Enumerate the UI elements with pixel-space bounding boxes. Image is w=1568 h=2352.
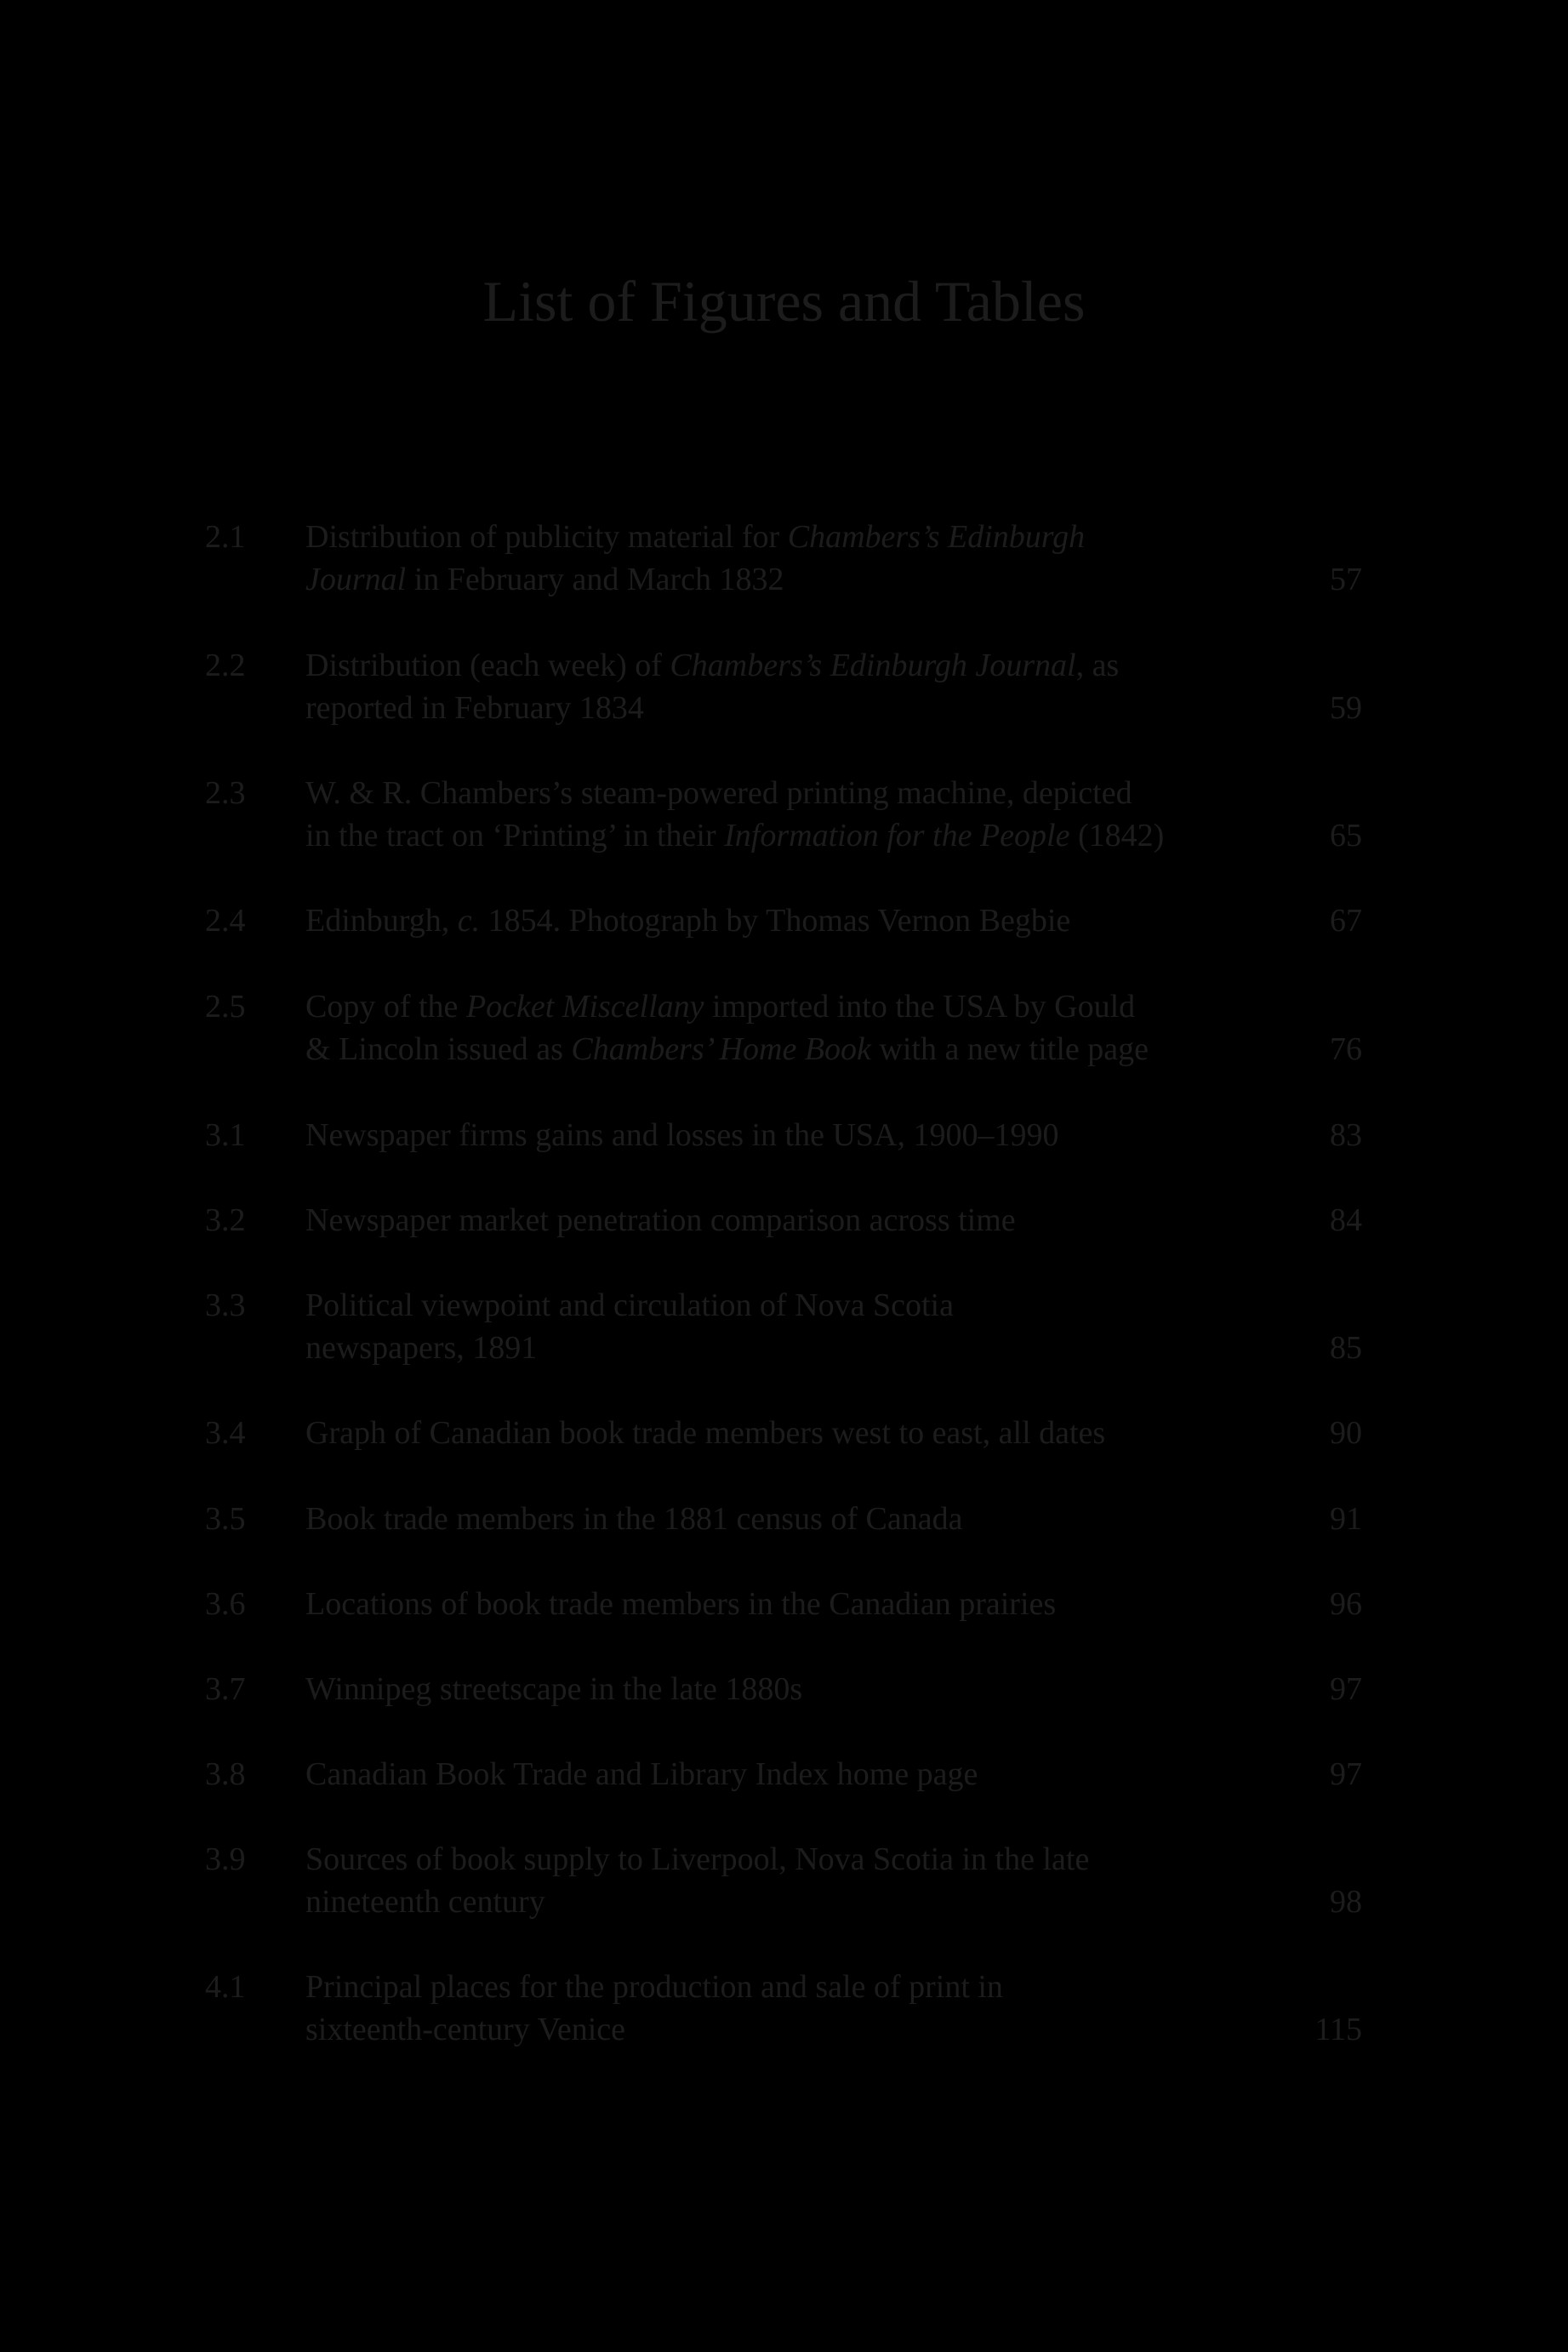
caption-line (305, 558, 1267, 601)
caption-line (305, 1966, 1267, 2008)
caption-line (305, 644, 1267, 687)
figure-number: 3.3 (205, 1287, 246, 1323)
figure-caption (305, 1966, 1267, 2051)
figure-number: 2.1 (205, 519, 246, 555)
caption-text: Principal places for the production and sale of print in (305, 1969, 1003, 2005)
caption-line (305, 1498, 1267, 1540)
figure-caption (305, 1583, 1267, 1625)
figure-entry (205, 985, 1362, 1070)
caption-line (305, 1583, 1267, 1625)
figure-entry (205, 1412, 1362, 1454)
page-number: 84 (1330, 1202, 1362, 1238)
caption-text: Canadian Book Trade and Library Index home page (305, 1756, 978, 1792)
figure-caption (305, 644, 1267, 729)
caption-text: nineteenth century (305, 1884, 545, 1920)
caption-text: Distribution (each week) of (305, 648, 670, 683)
caption-line (305, 687, 1267, 729)
figure-number: 3.9 (205, 1841, 246, 1877)
caption-italic-text: Information for the People (724, 818, 1070, 853)
caption-text: Political viewpoint and circulation of Nova Scotia (305, 1287, 954, 1323)
page-number: 67 (1330, 903, 1362, 939)
caption-line (305, 1668, 1267, 1710)
caption-text: Sources of book supply to Liverpool, Nova Scotia in the late (305, 1841, 1090, 1877)
figure-number: 3.5 (205, 1501, 246, 1537)
caption-text: (1842) (1069, 818, 1165, 853)
caption-text: in February and March 1832 (406, 562, 784, 597)
page-number: 65 (1330, 818, 1362, 853)
caption-text: imported into the USA by Gould (704, 989, 1136, 1025)
caption-text: Newspaper market penetration comparison across time (305, 1202, 1016, 1238)
page-number: 59 (1330, 690, 1362, 726)
caption-line (305, 1881, 1267, 1923)
caption-text: sixteenth-century Venice (305, 2012, 625, 2047)
caption-line (305, 1838, 1267, 1881)
caption-line (305, 1327, 1267, 1369)
page-number: 97 (1330, 1756, 1362, 1792)
caption-text: Newspaper firms gains and losses in the USA, 1900–1990 (305, 1117, 1059, 1153)
caption-text: Book trade members in the 1881 census of Canada (305, 1501, 963, 1537)
caption-text: , as (1075, 648, 1120, 683)
caption-line (305, 1114, 1267, 1156)
figure-entry (205, 1668, 1362, 1710)
figure-entry (205, 516, 1362, 601)
caption-text: W. & R. Chambers’s steam-powered printing machine, depicted (305, 775, 1132, 811)
figure-number: 2.3 (205, 775, 246, 811)
page-number: 83 (1330, 1117, 1362, 1153)
page-number: 57 (1330, 562, 1362, 597)
caption-italic-text: Chambers’s Edinburgh (787, 519, 1086, 555)
figure-number: 4.1 (205, 1969, 246, 2005)
caption-line (305, 814, 1267, 857)
figure-caption (305, 1838, 1267, 1923)
figure-number: 3.6 (205, 1586, 246, 1622)
page-number: 85 (1330, 1330, 1362, 1366)
caption-text: in the tract on ‘Printing’ in their (305, 818, 725, 853)
page-number: 91 (1330, 1501, 1362, 1537)
figure-number: 2.4 (205, 903, 246, 939)
caption-text: Locations of book trade members in the Canadian prairies (305, 1586, 1057, 1622)
caption-text: newspapers, 1891 (305, 1330, 538, 1366)
caption-text: Winnipeg streetscape in the late 1880s (305, 1671, 803, 1707)
caption-line (305, 1199, 1267, 1242)
caption-text: with a new title page (870, 1031, 1149, 1067)
caption-text: reported in February 1834 (305, 690, 644, 726)
page-number: 90 (1330, 1415, 1362, 1451)
caption-text: 1854. Photograph by Thomas Vernon Begbie (480, 903, 1071, 939)
figure-entry (205, 1199, 1362, 1242)
caption-line (305, 2008, 1267, 2051)
figure-caption (305, 1668, 1267, 1710)
caption-line (305, 899, 1267, 942)
caption-text: Distribution of publicity material for (305, 519, 788, 555)
figure-caption (305, 1114, 1267, 1156)
caption-italic-text: c. (457, 903, 481, 939)
figure-caption (305, 1498, 1267, 1540)
page-title: List of Figures and Tables (482, 269, 1086, 334)
caption-line (305, 1284, 1267, 1327)
figure-entry (205, 1284, 1362, 1369)
figure-caption (305, 772, 1267, 857)
page-number: 97 (1330, 1671, 1362, 1707)
figure-entry (205, 1583, 1362, 1625)
figure-entry (205, 1498, 1362, 1540)
caption-text: Graph of Canadian book trade members west to east, all dates (305, 1415, 1106, 1451)
figure-number: 3.1 (205, 1117, 246, 1153)
caption-italic-text: Journal (305, 562, 407, 597)
caption-line (305, 772, 1267, 814)
page-number: 76 (1330, 1031, 1362, 1067)
figure-entry (205, 1966, 1362, 2051)
figure-caption (305, 899, 1267, 942)
figure-caption (305, 1412, 1267, 1454)
figure-entry (205, 1114, 1362, 1156)
figure-number: 2.2 (205, 648, 246, 683)
figure-number: 3.7 (205, 1671, 246, 1707)
caption-line (305, 1412, 1267, 1454)
figure-number: 3.2 (205, 1202, 246, 1238)
figure-caption (305, 516, 1267, 601)
figure-entry (205, 1838, 1362, 1923)
figure-number: 3.4 (205, 1415, 246, 1451)
caption-text: Edinburgh, (305, 903, 458, 939)
figure-number: 3.8 (205, 1756, 246, 1792)
figure-entry (205, 1753, 1362, 1795)
figure-caption (305, 1753, 1267, 1795)
caption-italic-text: Chambers’ Home Book (571, 1031, 871, 1067)
caption-line (305, 985, 1267, 1028)
page-number: 96 (1330, 1586, 1362, 1622)
page-number: 98 (1330, 1884, 1362, 1920)
figure-entry (205, 772, 1362, 857)
caption-text: & Lincoln issued as (305, 1031, 572, 1067)
figure-entry (205, 899, 1362, 942)
caption-line (305, 1028, 1267, 1070)
figure-number: 2.5 (205, 989, 246, 1025)
caption-italic-text: Pocket Miscellany (465, 989, 704, 1025)
caption-line (305, 1753, 1267, 1795)
caption-italic-text: Chambers’s Edinburgh Journal (670, 648, 1076, 683)
figure-entry (205, 644, 1362, 729)
figure-caption (305, 1199, 1267, 1242)
caption-text: Copy of the (305, 989, 466, 1025)
figure-caption (305, 1284, 1267, 1369)
caption-line (305, 516, 1267, 558)
page-number: 115 (1314, 2012, 1362, 2047)
figure-caption (305, 985, 1267, 1070)
